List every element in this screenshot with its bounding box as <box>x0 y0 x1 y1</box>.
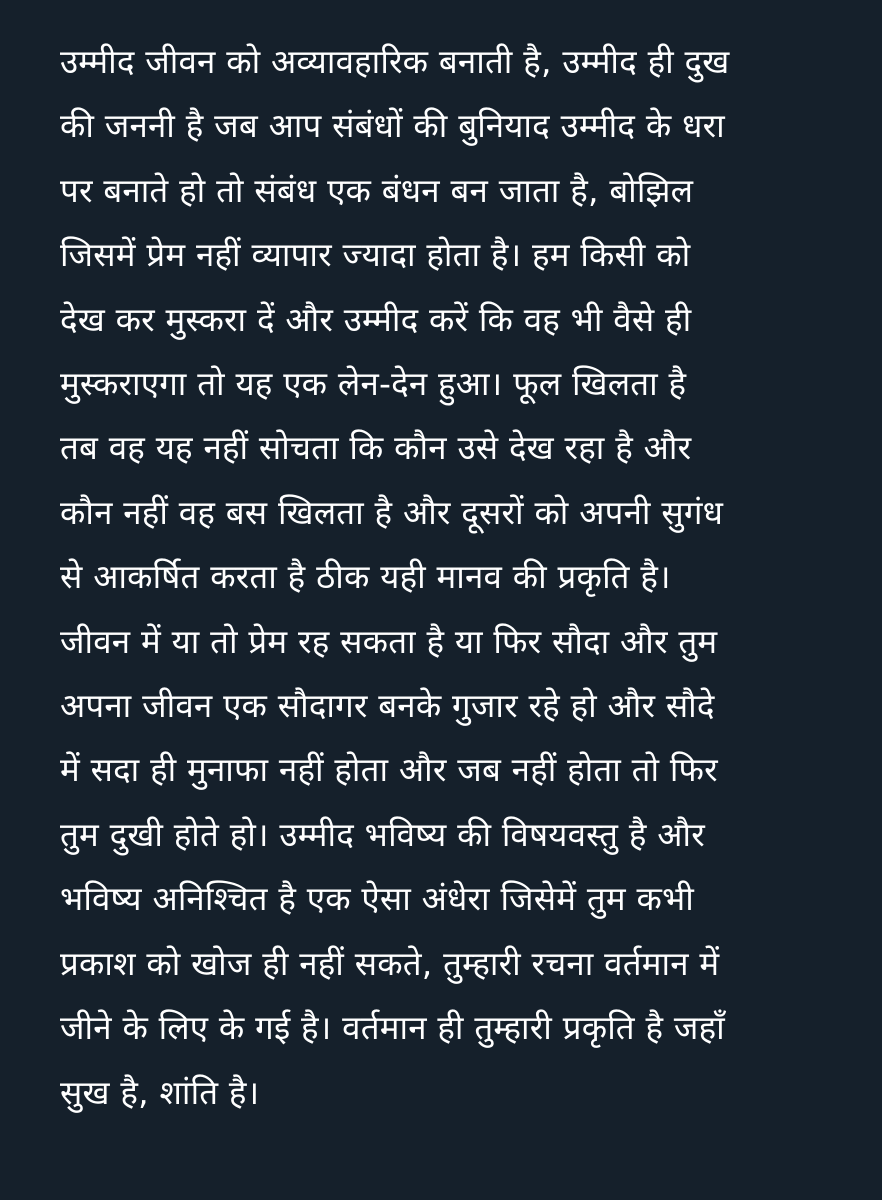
text-line: तुम दुखी होते हो। उम्मीद भविष्य की विषयवस्तु है और <box>60 814 705 854</box>
text-line: अपना जीवन एक सौदागर बनके गुजार रहे हो और सौदे <box>60 686 715 726</box>
text-line: से आकर्षित करता है ठीक यही मानव की प्रकृति है। <box>60 557 671 597</box>
text-line: में सदा ही मुनाफा नहीं होता और जब नहीं होता तो फिर <box>60 750 718 790</box>
text-line: देख कर मुस्करा दें और उम्मीद करें कि वह भी वैसे ही <box>60 299 692 339</box>
text-line: जीने के लिए के गई है। वर्तमान ही तुम्हारी प्रकृति है जहाँ <box>60 1008 725 1048</box>
post-text <box>60 30 860 1125</box>
text-line: तब वह यह नहीं सोचता कि कौन उसे देख रहा है और <box>60 428 692 468</box>
text-line: कौन नहीं वह बस खिलता है और दूसरों को अपनी सुगंध <box>60 492 724 532</box>
text-line: जीवन में या तो प्रेम रह सकता है या फिर सौदा और तुम <box>60 621 718 661</box>
text-line: सुख है, शांति है। <box>60 1072 260 1112</box>
text-line: प्रकाश को खोज ही नहीं सकते, तुम्हारी रचना वर्तमान में <box>60 943 720 983</box>
text-line: मुस्कराएगा तो यह एक लेन-देन हुआ। फूल खिलता है <box>60 364 687 404</box>
text-line: की जननी है जब आप संबंधों की बुनियाद उम्मीद के धरा <box>60 106 725 146</box>
text-line: भविष्य अनिश्चित है एक ऐसा अंधेरा जिसेमें तुम कभी <box>60 879 694 919</box>
text-line: पर बनाते हो तो संबंध एक बंधन बन जाता है, बोझिल <box>60 170 694 210</box>
text-line: जिसमें प्रेम नहीं व्यापार ज्यादा होता है। हम किसी को <box>60 235 691 275</box>
text-line: उम्मीद जीवन को अव्यावहारिक बनाती है, उम्मीद ही दुख <box>60 42 730 81</box>
